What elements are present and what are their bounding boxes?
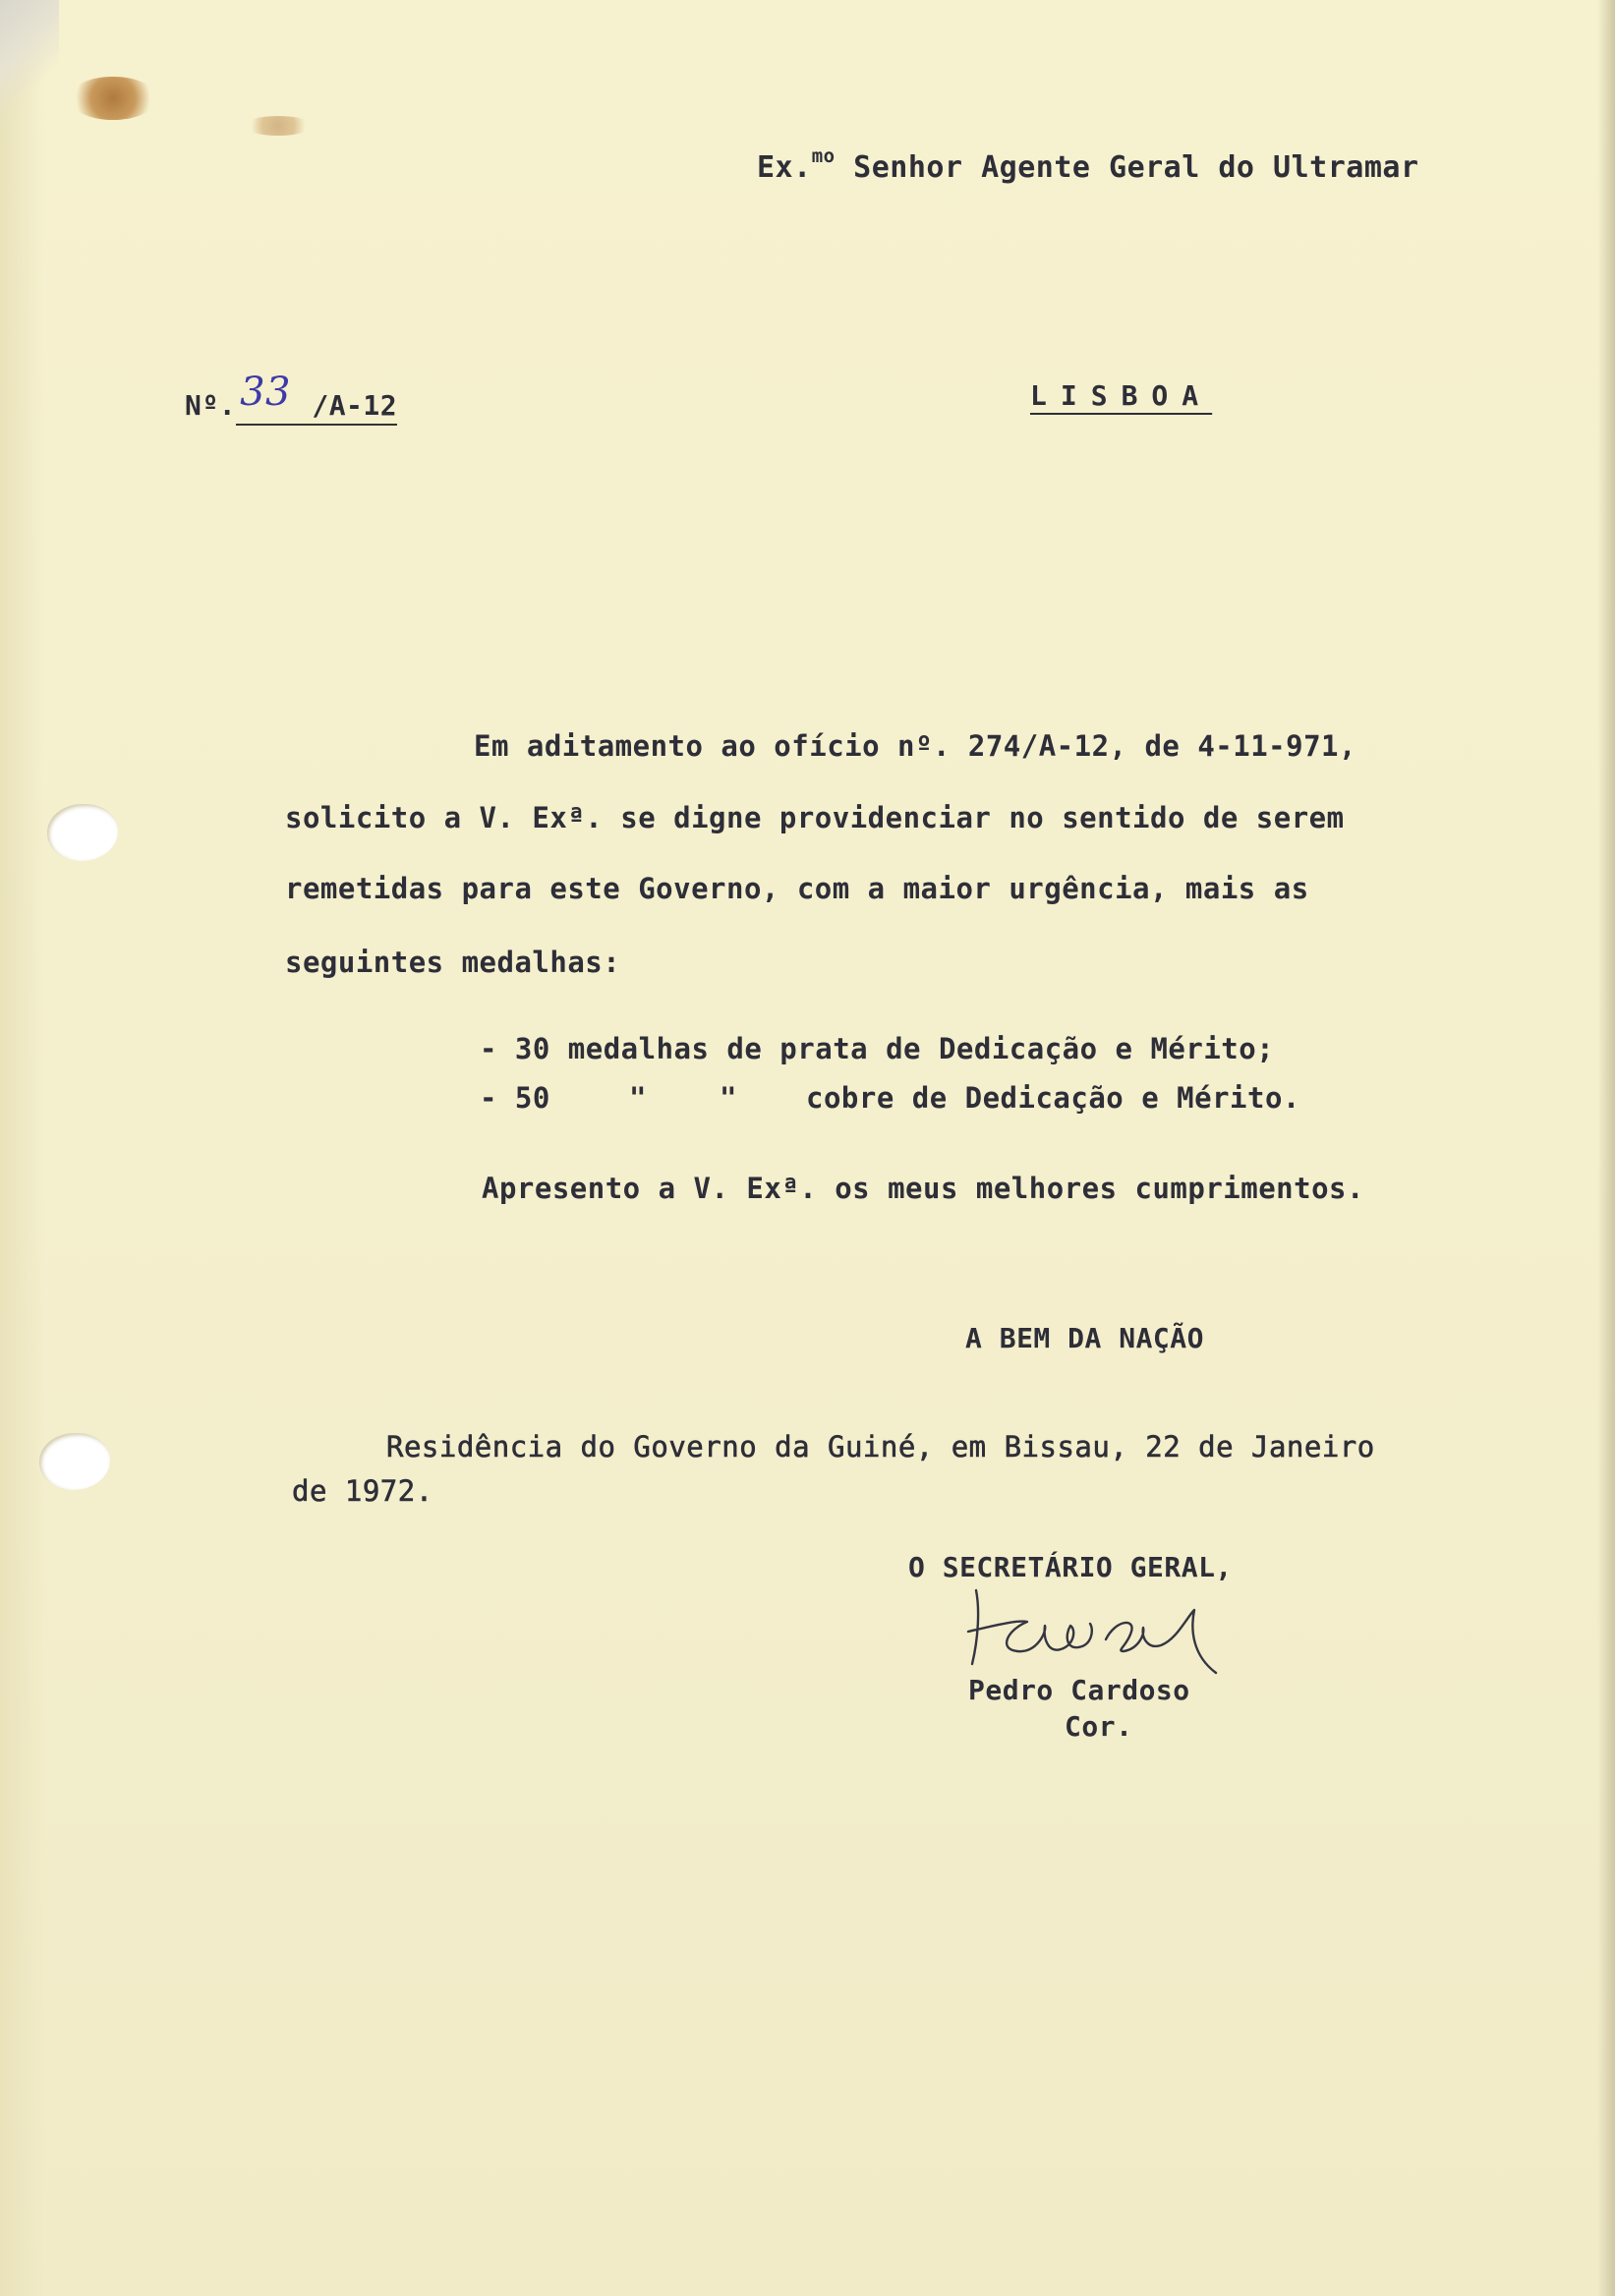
addressee-line: [757, 145, 1419, 185]
paper-corner-fold: [0, 0, 59, 118]
reference-number-line: [185, 370, 398, 425]
paper-left-shading: [0, 0, 45, 2296]
body-line: solicito a V. Exª. se digne providenciar no sentido de serem: [285, 801, 1345, 834]
handwritten-signature: [958, 1571, 1263, 1679]
motto: A BEM DA NAÇÃO: [965, 1322, 1205, 1354]
punch-hole-top: [47, 804, 118, 861]
place-date-line: Residência do Governo da Guiné, em Bissau, 22 de Janeiro: [386, 1430, 1375, 1464]
reference-suffix: /A-12: [312, 389, 398, 422]
list-item: - 30 medalhas de prata de Dedicação e Mérito;: [480, 1032, 1275, 1065]
paper-right-shading: [1597, 0, 1615, 2296]
addressee-superscript: mo: [811, 145, 836, 167]
handwritten-reference-number: 33: [240, 370, 291, 415]
city-heading: LISBOA: [1030, 379, 1213, 412]
body-line: remetidas para este Governo, com a maior urgência, mais as: [285, 872, 1309, 905]
body-line: seguintes medalhas:: [285, 946, 621, 979]
list-item: [480, 1081, 1300, 1115]
signer-name: Pedro Cardoso: [968, 1674, 1190, 1706]
addressee-prefix: Ex.: [757, 150, 812, 185]
signer-rank: Cor.: [1065, 1710, 1133, 1743]
signer-title: O SECRETÁRIO GERAL,: [908, 1551, 1233, 1583]
rust-stain: [69, 77, 157, 120]
rust-stain: [244, 116, 313, 136]
reference-prefix: Nº.: [185, 389, 237, 422]
place-date-line: de 1972.: [292, 1474, 433, 1508]
body-line: Em aditamento ao ofício nº. 274/A-12, de 4-11-971,: [474, 729, 1356, 763]
closing-line: Apresento a V. Exª. os meus melhores cumprimentos.: [482, 1172, 1364, 1205]
ditto-mark: ": [629, 1081, 647, 1115]
ditto-mark: ": [720, 1081, 737, 1115]
addressee-rest: Senhor Agente Geral do Ultramar: [835, 150, 1419, 185]
reference-field: [236, 370, 398, 426]
item-description: cobre de Dedicação e Mérito.: [806, 1081, 1300, 1115]
punch-hole-bottom: [39, 1433, 110, 1490]
item-quantity: - 50: [480, 1081, 550, 1115]
